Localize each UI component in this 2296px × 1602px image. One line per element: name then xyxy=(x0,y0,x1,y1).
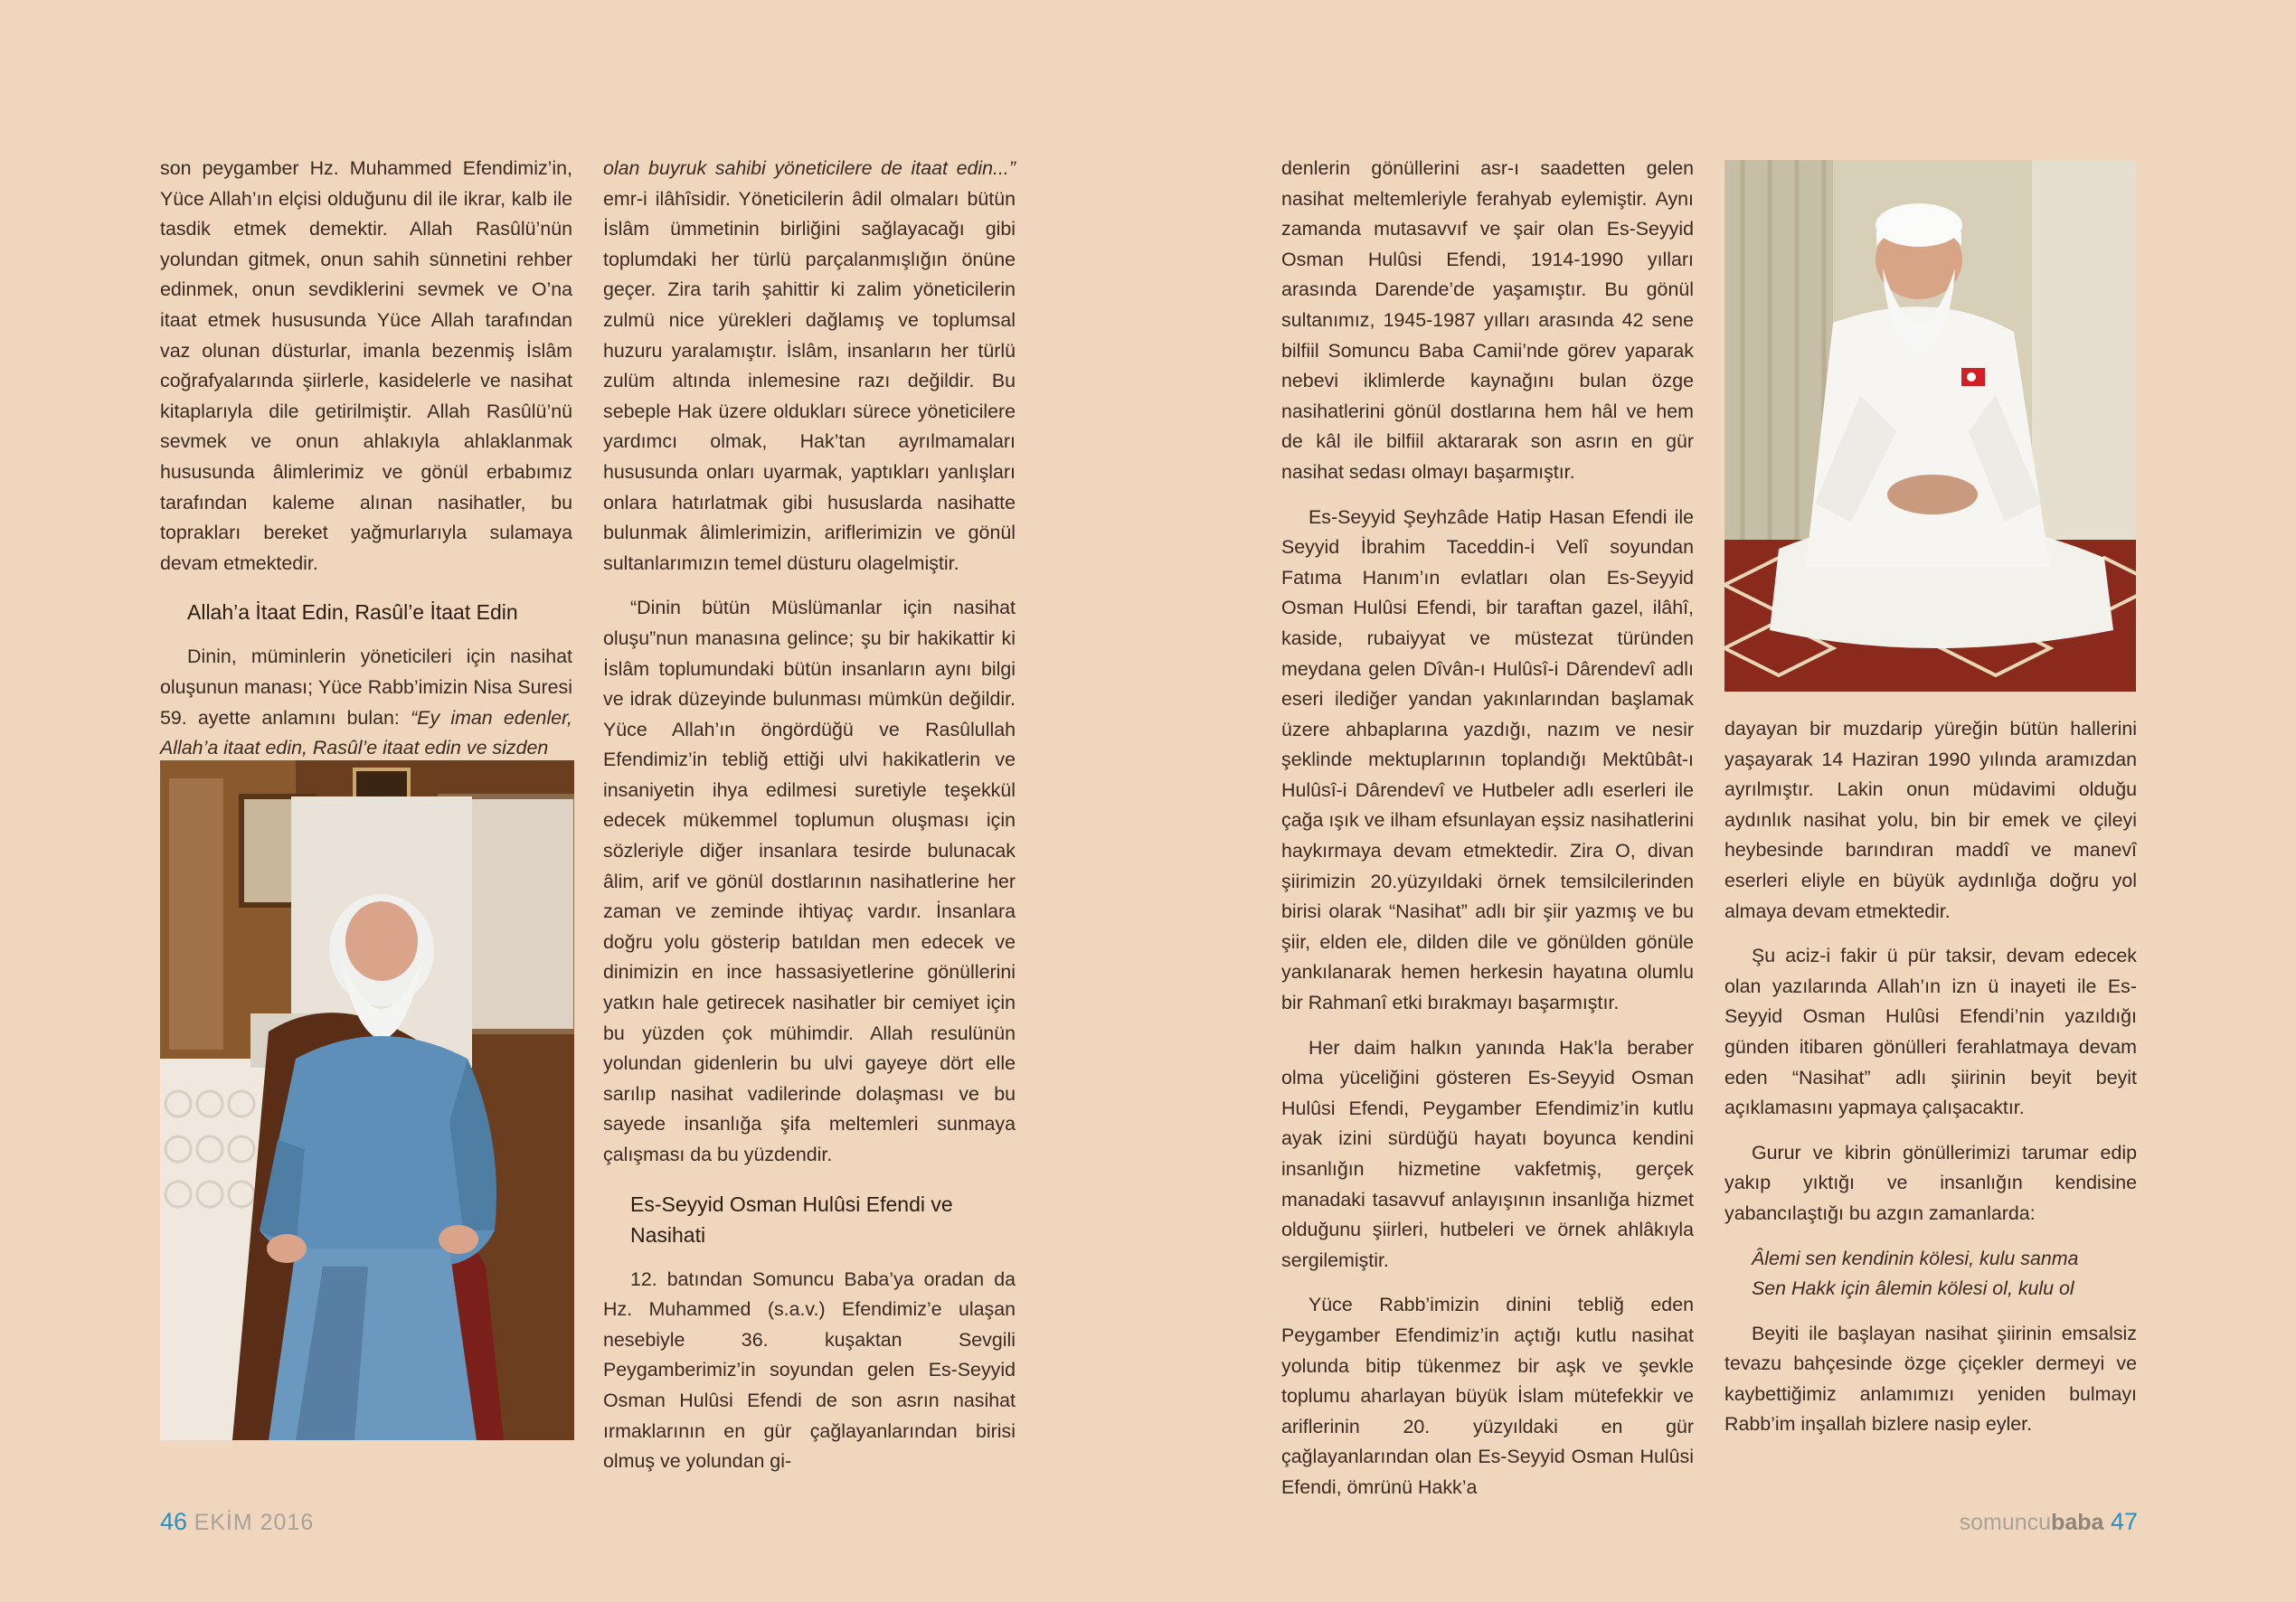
magazine-brand xyxy=(1960,1510,2104,1535)
column-1 xyxy=(160,154,572,764)
col1-paragraph-1: son peygamber Hz. Muhammed Efendimiz’in, Yüce Allah’ın elçisi olduğunu dil ile ikrar, kalb ile tasdik etmek demektir. Allah Rasûlü’nün yolundan gitmek, onun sahih sünnetini rehber edinmek, onun sevdiklerini sevmek ve O’na itaat etmek hususunda Yüce Allah tarafından vaz olunan düsturlar, imanla bezenmiş İslâm coğrafyalarında şiirlerle, kasidelerle ve nasihat kitaplarıyla dile getirilmiştir. Allah Rasûlü’nü sevmek ve onun ahlakıyla ahlaklanmak hususunda âlimlerimiz ve gönül erbabımız tarafından kaleme alınan nasihatler, bu toprakları bereket yağmurlarıyla sulamaya devam etmektedir. xyxy=(160,157,572,574)
column-4 xyxy=(1724,714,2137,1440)
photo-osman-hulusi-praying xyxy=(1724,160,2136,692)
col3-paragraph-2: Es-Seyyid Şeyhzâde Hatip Hasan Efendi ile Seyyid İbrahim Taceddin-i Velî soyundan Fatıma Hanım’ın evlatları olan Es-Seyyid Osman Hulûsi Efendi, bir taraftan gazel, ilâhî, kaside, rubaiyyat ve müstezat türünden meydana gelen Dîvân-ı Hulûsî-i Dârendevî adlı eseri ilediğer yandan yakınlarından başlamak üzere ahbaplarına yazdığı, nazım ve nesir şeklinde mektuplarının toplandığı Mektûbât-ı Hulûsî-i Dârendevî ve Hutbeler adlı eserleri ile çağa ışık ve ilham efsunlayan eşsiz nasihatlerini haykırmaya devam etmektedir. Zira O, divan şiirimizin 20.yüzyıldaki örnek temsilcilerinden birisi olarak “Nasihat” adlı bir şiir yazmış ve bu şiir, elden ele, dilden dile ve gönülden gönüle yankılanarak hemen herkesin hayatına olumlu bir Rahmanî etki bırakmayı başarmıştır. xyxy=(1281,505,1694,1014)
photo-illustration-left xyxy=(160,760,574,1440)
col1-p2-quote: “Ey iman edenler, Allah’a itaat edin, Rasûl’e itaat edin ve sizden xyxy=(160,706,572,759)
page-number-left: 46 xyxy=(160,1508,188,1535)
section-heading-itaat: Allah’a İtaat Edin, Rasûl’e İtaat Edin xyxy=(187,600,518,625)
col1-p2-text: Dinin, müminlerin yöneticileri için nasihat oluşunun manası; Yüce Rabb’imizin Nisa Suresi 59. ayette anlamını bulan: xyxy=(160,646,572,729)
col2-p1-text: emr-i ilâhîsidir. Yöneticilerin âdil olmaları bütün İslâm ümmetinin birliğini sağlayacağı gibi toplumdaki her türlü parçalanmışlığın önüne geçer. Zira tarih şahittir ki zalim yöneticilerin zulmü nice yürekleri dağlamış ve toplumsal huzuru yaralamıştır. İslâm, insanların her türlü zulüm altında inlemesine razı değildir. Bu sebeple Hak üzere oldukları sürece yöneticilere yardımcı olmak, Hak’tan ayrılmamaları hususunda onları uyarmak, yaptıkları yanlışları onlara hatırlatmak gibi hususlarda nasihatte bulunmak âlimlerimizin, ariflerimizin ve gönül sultanlarımızın temel düsturu olagelmiştir. xyxy=(603,187,1016,574)
col4-paragraph-4: Beyiti ile başlayan nasihat şiirinin emsalsiz tevazu bahçesinde özge çiçekler dermeyi ve kaybettiğimiz anlamımızı yeniden bulmayı Rabb’im inşallah bizlere nasip eyler. xyxy=(1724,1322,2137,1436)
poem-line-1: Âlemi sen kendinin kölesi, kulu sanma xyxy=(1752,1247,2079,1269)
brand-part-somuncu: somuncu xyxy=(1959,1510,2052,1535)
photo-illustration-right xyxy=(1724,160,2136,692)
section-heading-nasihat: Es-Seyyid Osman Hulûsi Efendi ve Nasihati xyxy=(630,1192,953,1247)
folio-left xyxy=(160,1508,314,1536)
col4-paragraph-3: Gurur ve kibrin gönüllerimizi tarumar edip yakıp yıktığı ve insanlığın kendisine yabancılaştığı bu azgın zamanlarda: xyxy=(1724,1141,2137,1224)
photo-osman-hulusi-seated xyxy=(160,760,574,1440)
col3-paragraph-1: denlerin gönüllerini asr-ı saadetten gelen nasihat meltemleriyle ferahyab eylemiştir. Aynı zamanda mutasavvıf ve şair olan Es-Seyyid Osman Hulûsi Efendi, 1914-1990 yılları arasında Darende’de yaşamıştır. Bu gönül sultanımız, 1945-1987 yılları arasında 42 sene bilfiil Somuncu Baba Camii’nde görev yaparak nebevi iklimlerde kaynağını bulan özge nasihatlerini gönül dostlarına hem hâl ve hem de kâl ile bilfiil aktararak son asrın en gür nasihat sedası olmayı başarmıştır. xyxy=(1281,157,1694,483)
col4-paragraph-1: dayayan bir muzdarip yüreğin bütün hallerini yaşayarak 14 Haziran 1990 yılında aramızdan ayrılmıştır. Lakin onun müdavimi olduğu aydınlık nasihat yolu, bin bir emek ve çileyi heybesinde barındıran maddî ve manevî eserleri eliyle en büyük aydınlığa doğru yol almaya devam etmektedir. xyxy=(1724,718,2137,922)
col2-paragraph-3: 12. batından Somuncu Baba’ya oradan da Hz. Muhammed (s.a.v.) Efendimiz’e ulaşan nesebiyle 36. kuşaktan Sevgili Peygamberimiz’in soyundan gelen Es-Seyyid Osman Hulûsi Efendi de son asrın nasihat ırmaklarının en gür çağlayanlarından birisi olmuş ve yolundan gi- xyxy=(603,1267,1016,1473)
col3-paragraph-3: Her daim halkın yanında Hak’la beraber olma yüceliğini gösteren Es-Seyyid Osman Hulûsi Efendi, Peygamber Efendimiz’in kutlu ayak izini sürdüğü hayatı boyunca kendini insanlığın hizmetine vakfetmiş, gerçek manadaki tasavvuf anlayışının insanlığa hizmet olduğunu şiirleri, hutbeleri ve örnek ahlâkıyla sergilemiştir. xyxy=(1281,1036,1694,1271)
folio-right xyxy=(1960,1508,2138,1536)
col1-paragraph-2 xyxy=(160,642,572,763)
column-3 xyxy=(1281,154,1694,1503)
col2-paragraph-1 xyxy=(603,154,1016,579)
col2-paragraph-2: “Dinin bütün Müslümanlar için nasihat oluşu”nun manasına gelince; şu bir hakikattir ki İslâm toplumundaki bütün insanların aynı bilgi ve idrak düzeyinde bulunması mümkün değildir. Yüce Allah’ın öngördüğü ve Rasûlullah Efendimiz’in tebliğ ettiği ulvi hakikatlerin ve insaniyetin ihya edilmesi suretiyle teşekkül edecek mükemmel toplumun oluşması için sözleriyle diğer insanlara tesirde bulunacak âlim, arif ve gönül dostlarının nasihatlerine her zaman ve zeminde ihtiyaç vardır. İnsanlara doğru yolu gösterip batıldan men edecek ve dinimizin en ince hassasiyetlerine gönüllerini yatkın hale getirecek nasihatler bir cemiyet için bu yüzden çok mühimdir. Allah resulünün yolundan gidenlerin bu ulvi gayeye dört elle sarılıp nasihat vadilerinde dolaşması ve bu sayede insanlığa şifa meltemleri sunmaya çalışması da bu yüzdendir. xyxy=(603,597,1016,1165)
column-2 xyxy=(603,154,1016,1477)
issue-date: EKİM 2016 xyxy=(194,1510,315,1535)
col3-paragraph-4: Yüce Rabb’imizin dinini tebliğ eden Peygamber Efendimiz’in açtığı kutlu nasihat yolunda bitip tükenmez bir aşk ve şevkle toplumu aharlayan büyük İslam mütefekkir ve ariflerinin 20. yüzyıldaki en gür çağlayanlarından olan Es-Seyyid Osman Hulûsi Efendi, ömrünü Hakk’a xyxy=(1281,1294,1694,1498)
poem-line-2: Sen Hakk için âlemin kölesi ol, kulu ol xyxy=(1752,1277,2074,1300)
page-number-right: 47 xyxy=(2110,1508,2138,1535)
col4-paragraph-2: Şu aciz-i fakir ü pür taksir, devam edecek olan yazılarında Allah’ın izn ü inayeti ile Es-Seyyid Osman Hulûsi Efendi’nin yazıldığı günden itibaren gönülleri ferahlatmaya devam eden “Nasihat” adlı şiirinin beyit beyit açıklamasını yapmaya çalışacaktır. xyxy=(1724,945,2137,1119)
col2-p1-quote: olan buyruk sahibi yöneticilere de itaat edin...” xyxy=(603,157,1016,179)
brand-part-baba: baba xyxy=(2051,1510,2104,1535)
